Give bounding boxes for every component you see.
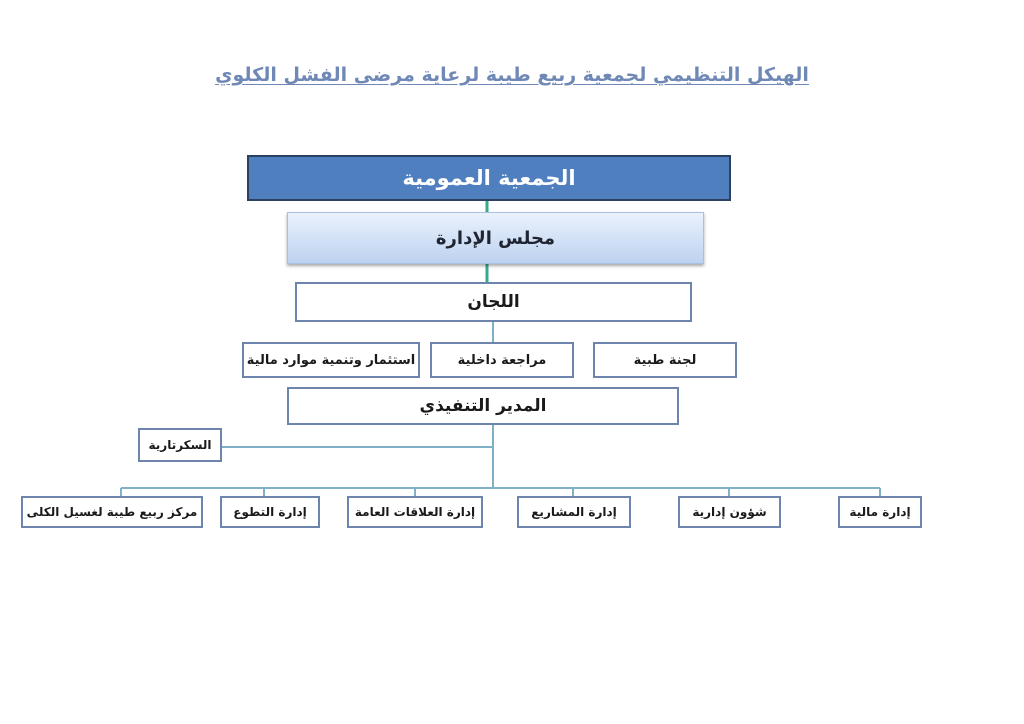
public-relations-dept-box [347,496,483,528]
internal-audit-label: مراجعة داخلية [457,352,547,368]
dialysis-center-box [21,496,203,528]
projects-dept-label: إدارة المشاريع [531,505,617,519]
administrative-dept-box [678,496,781,528]
financial-dept-label: إدارة مالية [849,505,911,519]
board-label: مجلس الإدارة [435,227,556,249]
medical-committee-box [593,342,737,378]
volunteering-dept-label: إدارة التطوع [233,505,307,519]
projects-dept-box [517,496,631,528]
administrative-dept-label: شؤون إدارية [692,505,767,519]
internal-audit-box [430,342,574,378]
volunteering-dept-box [220,496,320,528]
investment-committee-box [242,342,420,378]
financial-dept-box [838,496,922,528]
board-of-directors-box [287,212,704,264]
general-assembly-label: الجمعية العمومية [402,166,576,190]
committees-box [295,282,692,322]
investment-committee-label: استثمار وتنمية موارد مالية [246,352,416,368]
general-assembly-box [247,155,731,201]
medical-committee-label: لجنة طبية [633,352,697,368]
executive-director-box [287,387,679,425]
secretariat-label: السكرتارية [148,438,212,452]
committees-label: اللجان [467,292,520,312]
dialysis-center-label: مركز ربيع طيبة لغسيل الكلى [26,505,198,519]
chart-title: الهيكل التنظيمي لجمعية ربيع طيبة لرعاية مرضى الفشل الكلوي [215,64,809,86]
executive-director-label: المدير التنفيذي [419,396,547,416]
public-relations-dept-label: إدارة العلاقات العامة [354,505,476,519]
secretariat-box [138,428,222,462]
